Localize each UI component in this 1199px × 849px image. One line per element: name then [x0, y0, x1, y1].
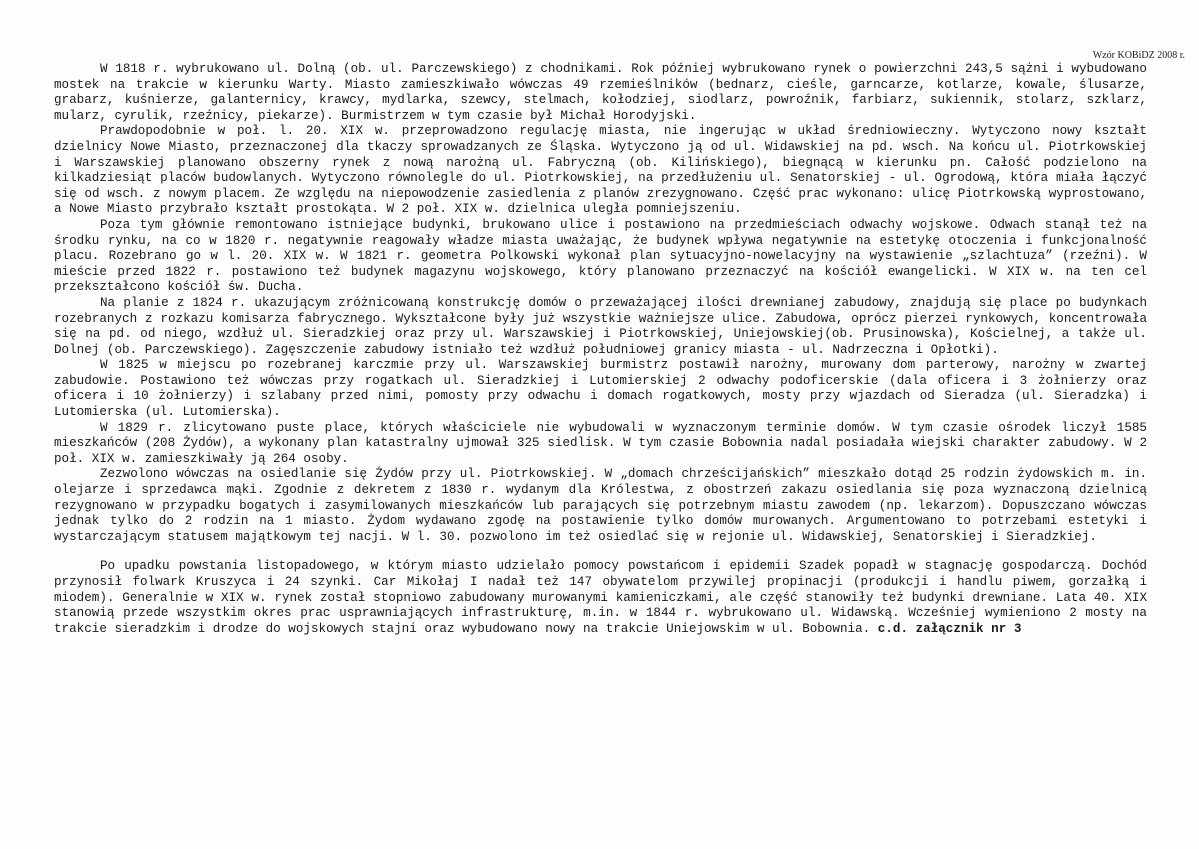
- paragraph-4: Na planie z 1824 r. ukazującym zróżnicowaną konstrukcję domów o przeważającej ilości drewnianej zabudowy, znajdują się place po budynkach rozebranych z rozkazu komisarza fabrycznego. Wykształcone były już wszystkie ważniejsze ulice. Zabudowa, oprócz pierzei rynkowych, koncentrowała się na pd. od niego, wzdłuż ul. Sieradzkiej oraz przy ul. Warszawskiej i Piotrkowskiej, Uniejowskiej(ob. Prusinowska), Kościelnej, a także ul. Dolnej (ob. Parczewskiego). Zagęszczenie zabudowy istniało też wzdłuż południowej granicy miasta - ul. Nadrzeczna i Opłotki).: [54, 295, 1147, 357]
- paragraph-5: W 1825 w miejscu po rozebranej karczmie przy ul. Warszawskiej burmistrz postawił narożny, murowany dom parterowy, narożny w zwartej zabudowie. Postawiono też wówczas przy rogatkach ul. Sieradzkiej i Lutomierskiej 2 odwachy podoficerskie (dala oficera i 3 żołnierzy oraz oficera i 10 żołnierzy) i szlabany przed nimi, pomosty przy odwachu i domach rogatkowych, mosty przy wjazdach od Sieradza (ul. Sieradzka) i Lutomierska (ul. Lutomierska).: [54, 358, 1147, 420]
- paragraph-3: Poza tym głównie remontowano istniejące budynki, brukowano ulice i postawiono na przedmieściach odwachy wojskowe. Odwach stanął też na środku rynku, na co w 1820 r. negatywnie reagowały władze miasta uważając, że budynek wpływa negatywnie na estetykę otoczenia i funkcjonalność placu. Rozebrano go w l. 20. XIX w. W 1821 r. geometra Polkowski wykonał plan sytuacyjno-nowelacyjny na wystawienie „szlachtuza” (rzeźni). W mieście przed 1822 r. postawiono też budynek magazynu wojskowego, który planowano przeznaczyć na kościół ewangelicki. W XIX w. na ten cel przekształcono kościół św. Ducha.: [54, 217, 1147, 295]
- paragraph-1: W 1818 r. wybrukowano ul. Dolną (ob. ul. Parczewskiego) z chodnikami. Rok później wybrukowano rynek o powierzchni 243,5 sążni i wybudowano mostek na trakcie w kierunku Warty. Miasto zamieszkiwało wówczas 49 rzemieślników (bednarz, cieśle, garncarze, kotlarze, kowale, ślusarze, grabarz, kuśnierze, galanternicy, krawcy, mydlarka, szewcy, stelmach, kołodziej, siodlarz, powroźnik, farbiarz, sukiennik, stolarz, szklarz, mularz, cyrulik, rzeźnicy, piekarze). Burmistrzem w tym czasie był Michał Horodyjski.: [54, 62, 1147, 123]
- paragraph-6: W 1829 r. zlicytowano puste place, których właściciele nie wybudowali w wyznaczonym terminie domów. W tym czasie ośrodek liczył 1585 mieszkańców (208 Żydów), a wykonany plan katastralny ujmował 325 siedlisk. W tym czasie Bobownia nadal posiadała wiejski charakter zabudowy. W 2 poł. XIX w. zamieszkiwały ją 264 osoby.: [54, 420, 1147, 466]
- paragraph-8: [54, 559, 1147, 637]
- paragraph-8-text: Po upadku powstania listopadowego, w którym miasto udzielało pomocy powstańcom i epidemii Szadek popadł w stagnację gospodarczą. Dochód przynosił folwark Kruszyca i 24 szynki. Car Mikołaj I nadał też 147 obywatelom przywilej propinacji (produkcji i handlu piwem, gorzałką i miodem). Generalnie w XIX w. rynek został stopniowo zabudowany murowanymi kamieniczkami, ale część stanowiły też budynki drewniane. Lata 40. XIX stanowią przede wszystkim okres prac usprawniających infrastrukturę, m.in. w 1844 r. wybrukowano ul. Widawską. Wcześniej wymieniono 2 mosty na trakcie sieradzkim i drodze do wojskowych stajni oraz wybudowano nowy na trakcie Uniejowskim w ul. Bobownia.: [54, 559, 1147, 636]
- paragraph-2: Prawdopodobnie w poł. l. 20. XIX w. przeprowadzono regulację miasta, nie ingerując w układ średniowieczny. Wytyczono nowy kształt dzielnicy Nowe Miasto, przeznaczonej dla tkaczy sprowadzanych ze Śląska. Wytyczono ją od ul. Widawskiej na pd. wsch. Na końcu ul. Piotrkowskiej i Warszawskiej planowano obszerny rynek z nową narożną ul. Fabryczną (ob. Kilińskiego), biegnącą w kierunku pn. Całość podzielono na kilkadziesiąt placów budowlanych. Wytyczono równolegle do ul. Piotrkowskiej, na przedłużeniu ul. Senatorskiej - ul. Ogrodową, która miała łączyć się od wsch. z nowym placem. Ze względu na niepowodzenie zasiedlenia z planów zrezygnowano. Część prac wykonano: ulicę Piotrkowską wyprostowano, a Nowe Miasto przybrało kształt prostokąta. W 2 poł. XIX w. dzielnica uległa pomniejszeniu.: [54, 124, 1147, 217]
- form-header-note: Wzór KOBiDZ 2008 r.: [1092, 50, 1185, 61]
- paragraph-7: Zezwolono wówczas na osiedlanie się Żydów przy ul. Piotrkowskiej. W „domach chrześcijańskich” mieszkało dotąd 25 rodzin żydowskich m. in. olejarze i sprzedawca mąki. Zgodnie z dekretem z 1830 r. wydanym dla Królestwa, z obostrzeń zakazu osiedlania się poza wyznaczoną dzielnicą rezygnowano w przypadku bogatych i zasymilowanych mieszkańców lub parających się potrzebnym miastu zawodem (np. lekarzom). Dopuszczano wówczas jednak tylko do 2 rodzin na 1 miasto. Żydom wydawano zgodę na postawienie tylko domów murowanych. Argumentowano to potrzebami estetyki i wystarczającym statusem majątkowym tej nacji. W l. 30. pozwolono im też osiedlać się w rejonie ul. Widawskiej, Senatorskiej i Sieradzkiej.: [54, 467, 1147, 544]
- document-body: [54, 62, 1147, 637]
- continuation-note: c.d. załącznik nr 3: [877, 621, 1022, 636]
